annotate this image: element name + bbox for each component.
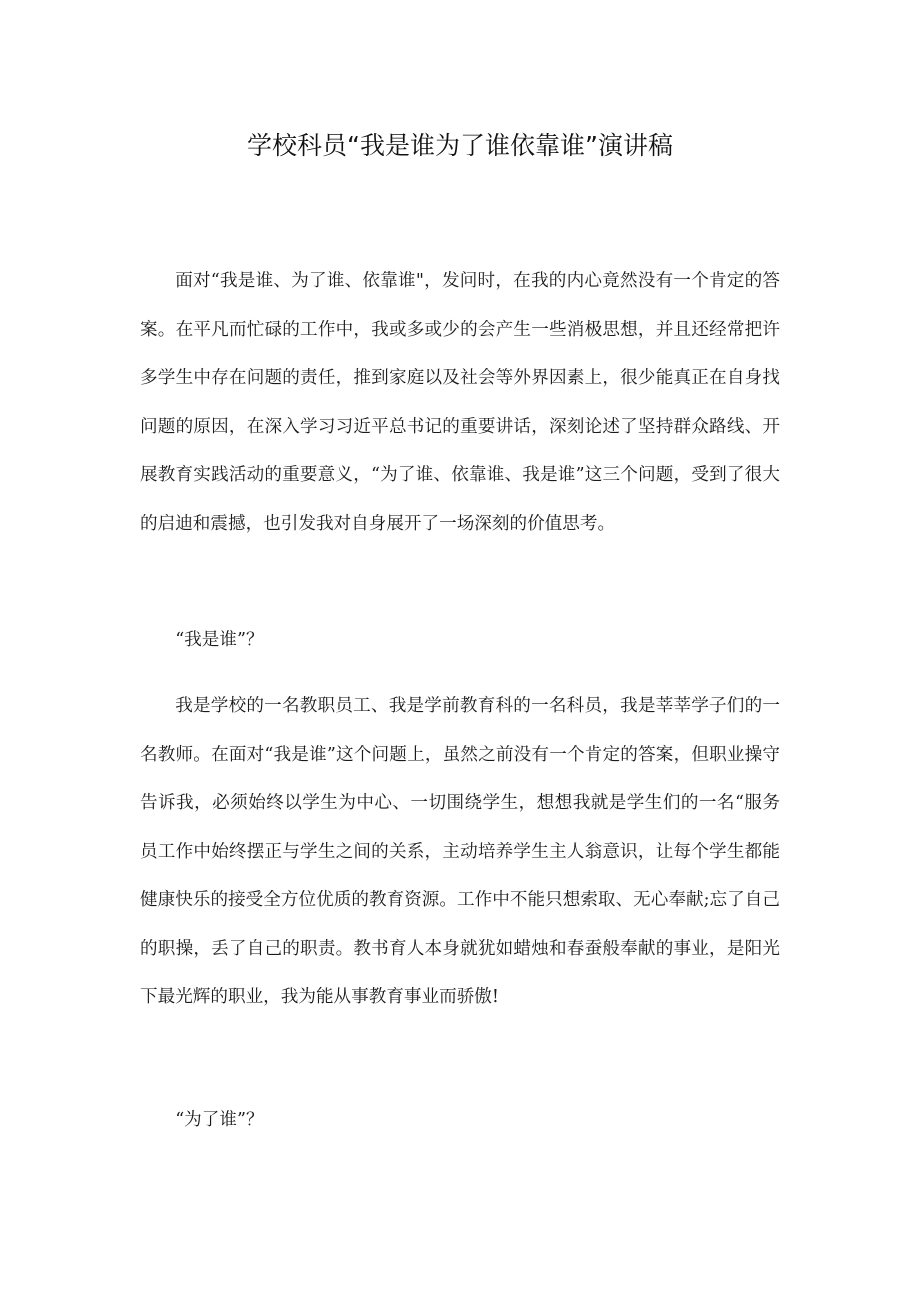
heading-who-am-i: “我是谁”？ (175, 630, 264, 650)
paragraph-who-am-i: 我是学校的一名教职员工、我是学前教育科的一名科员，我是莘莘学子们的一名教师。在面对“我是谁”这个问题上，虽然之前没有一个肯定的答案，但职业操守告诉我，必须始终以学生为中心、一切围绕学生，想想我就是学生们的一名“服务员工作中始终摆正与学生之间的关系，主动培养学生主人翁意识，让每个学生都能健康快乐的接受全方位优质的教育资源。工作中不能只想索取、无心奉献;忘了自己的职操，丢了自己的职责。教书育人本身就犹如蜡烛和春蚕般奉献的事业，是阳光下最光辉的职业，我为能从事教育事业而骄傲! (140, 696, 780, 1007)
heading-for-whom: “为了谁”？ (175, 1110, 264, 1130)
document-title: 学校科员“我是谁为了谁依靠谁”演讲稿 (247, 131, 673, 160)
paragraph-intro: 面对“我是谁、为了谁、依靠谁"，发问时，在我的内心竟然没有一个肯定的答案。在平凡而忙碌的工作中，我或多或少的会产生一些消极思想，并且还经常把许多学生中存在问题的责任，推到家庭以及社会等外界因素上，很少能真正在自身找问题的原因，在深入学习习近平总书记的重要讲话，深刻论述了坚持群众路线、开展教育实践活动的重要意义，“为了谁、依靠谁、我是谁”这三个问题，受到了很大的启迪和震撼，也引发我对自身展开了一场深刻的价值思考。 (140, 271, 780, 534)
